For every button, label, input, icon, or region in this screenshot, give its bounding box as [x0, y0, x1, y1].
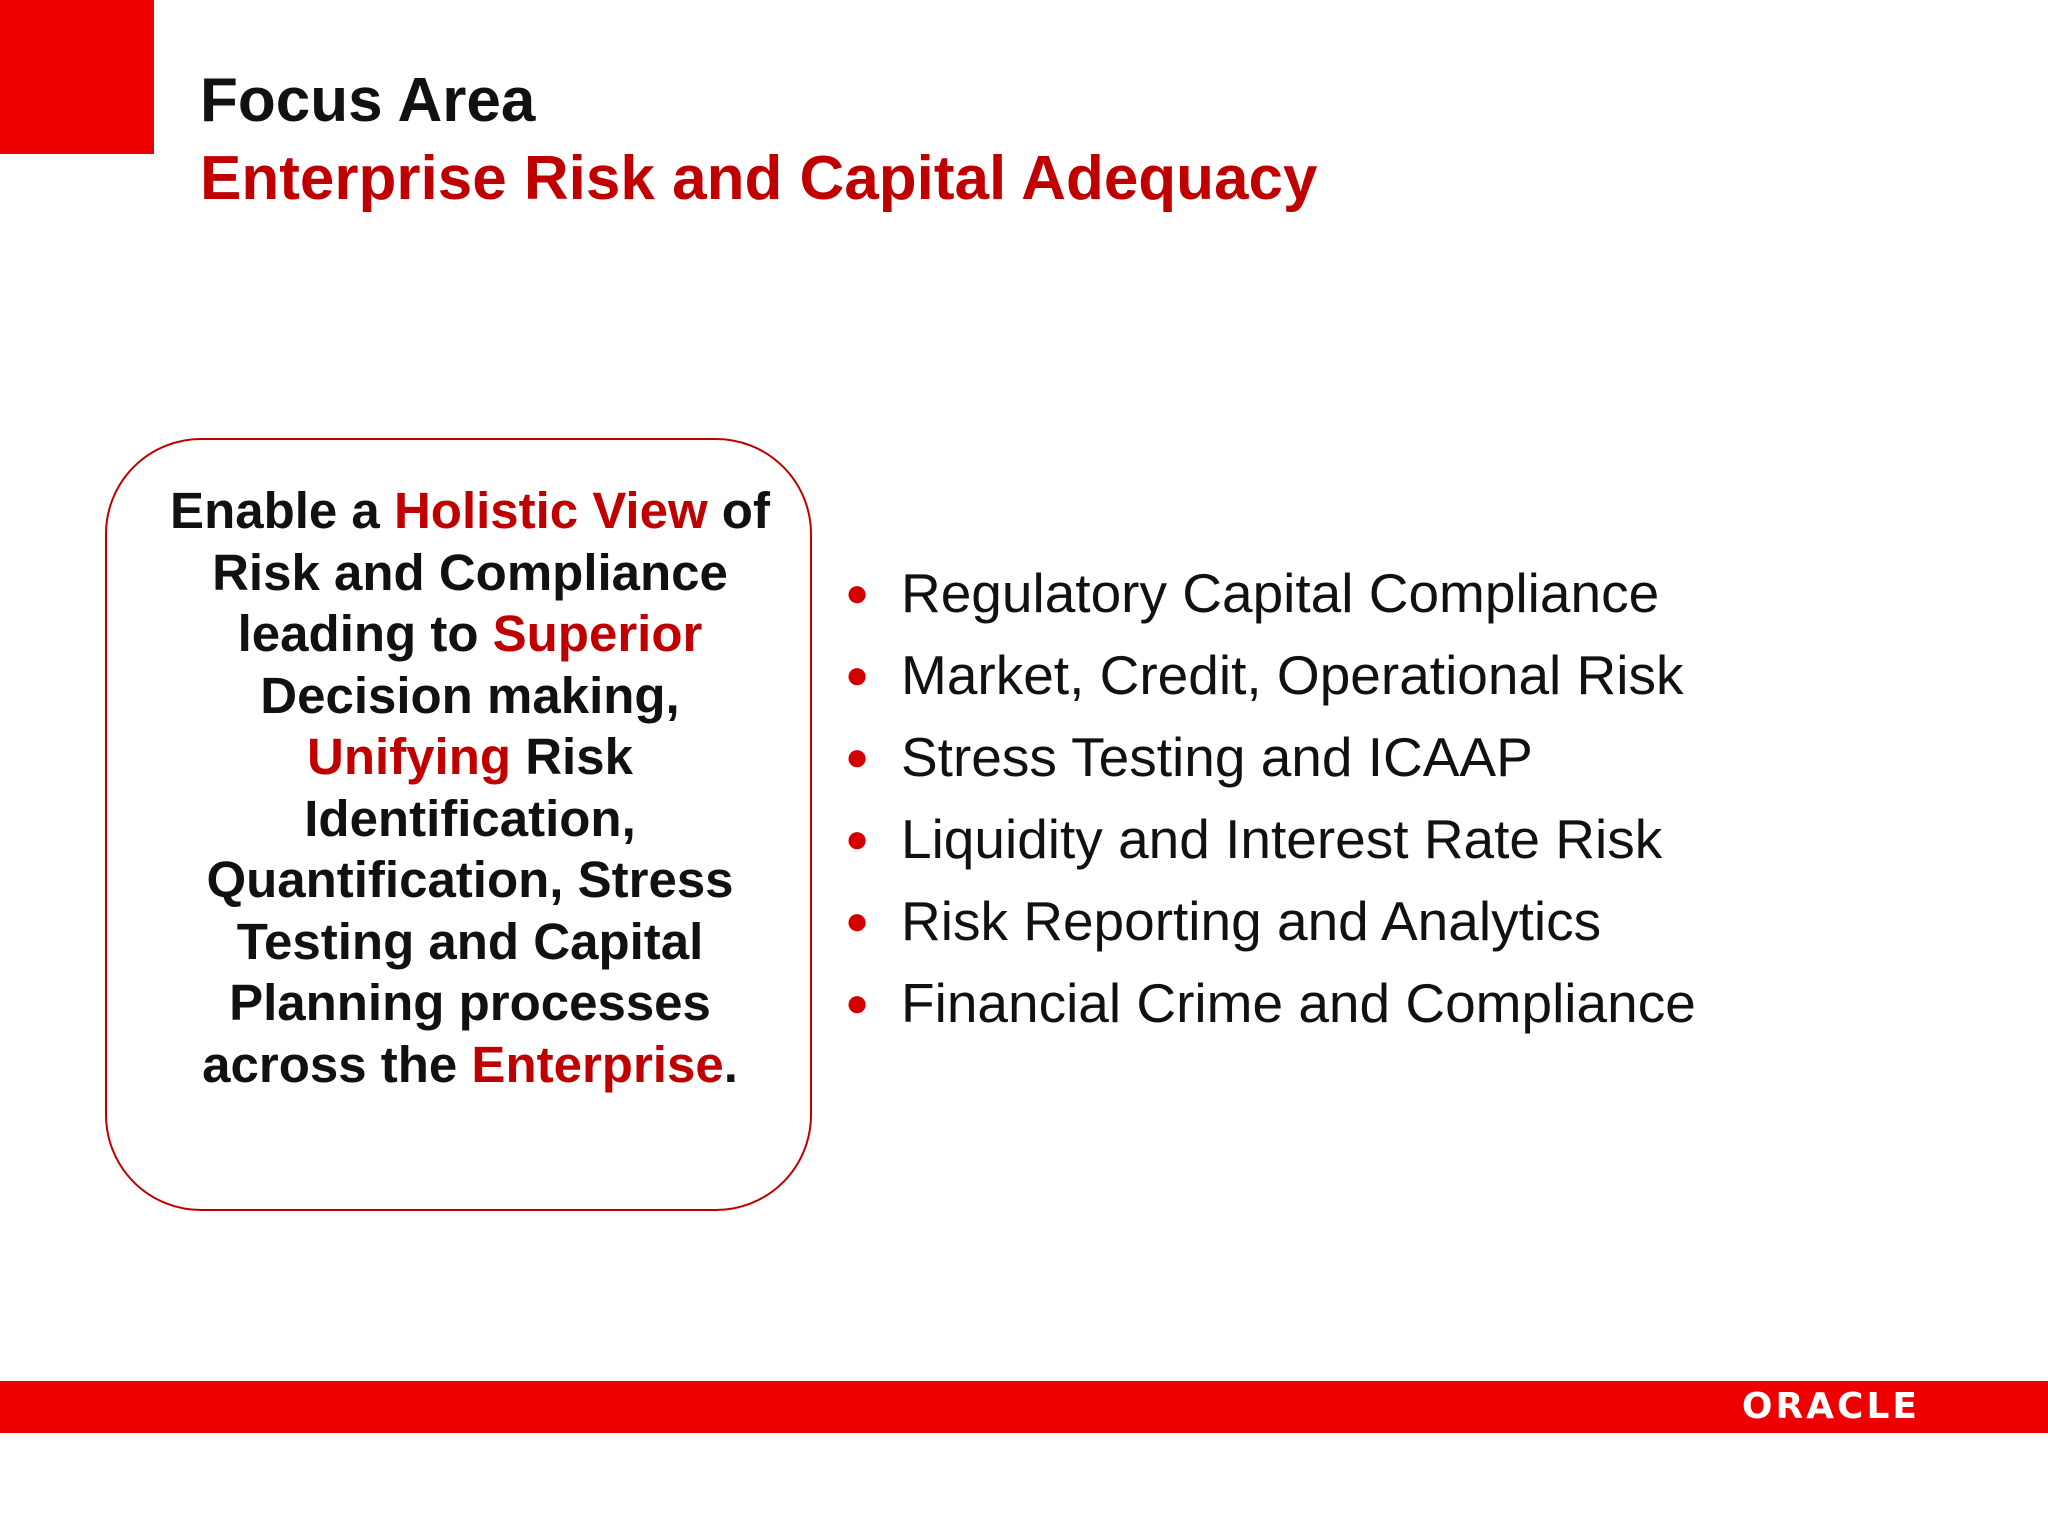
list-item-label: Liquidity and Interest Rate Risk — [901, 808, 1663, 870]
footer-bar — [0, 1381, 2048, 1433]
bullet-dot-icon: ● — [845, 571, 870, 615]
focus-segment: Enable a — [170, 482, 394, 539]
focus-segment: of Risk and Compliance leading to — [212, 482, 770, 662]
list-item — [845, 880, 1696, 962]
list-item-label: Stress Testing and ICAAP — [901, 726, 1533, 788]
list-item-label: Regulatory Capital Compliance — [901, 562, 1660, 624]
focus-segment-accent: Superior — [492, 605, 703, 662]
corner-accent-block — [0, 0, 154, 154]
list-item-label: Risk Reporting and Analytics — [901, 890, 1602, 952]
list-item — [845, 634, 1696, 716]
bullet-dot-icon: ● — [845, 981, 870, 1025]
list-item — [845, 962, 1696, 1044]
title-block — [200, 62, 1317, 218]
bullet-dot-icon: ● — [845, 653, 870, 697]
list-item — [845, 552, 1696, 634]
oracle-logo: ORACLE — [1741, 1386, 1920, 1427]
focus-segment: Decision making, — [260, 666, 680, 724]
focus-statement — [170, 480, 770, 1095]
list-item-label: Market, Credit, Operational Risk — [901, 644, 1684, 706]
focus-segment-accent: Unifying — [307, 728, 512, 785]
list-item-label: Financial Crime and Compliance — [901, 972, 1696, 1034]
bullet-dot-icon: ● — [845, 899, 870, 943]
slide-subtitle: Enterprise Risk and Capital Adequacy — [200, 144, 1318, 213]
list-item — [845, 716, 1696, 798]
slide-title: Focus Area — [200, 66, 536, 135]
focus-segment-accent: Enterprise — [471, 1035, 724, 1093]
bullet-dot-icon: ● — [845, 735, 870, 779]
focus-segment: . — [723, 1035, 738, 1093]
focus-segment: Risk Identification, Quantification, Stress Testing and Capital Planning processes across the — [202, 728, 734, 1093]
focus-segment-accent: Holistic View — [393, 482, 708, 539]
capability-list — [845, 552, 1696, 1044]
list-item — [845, 798, 1696, 880]
bullet-dot-icon: ● — [845, 817, 870, 861]
